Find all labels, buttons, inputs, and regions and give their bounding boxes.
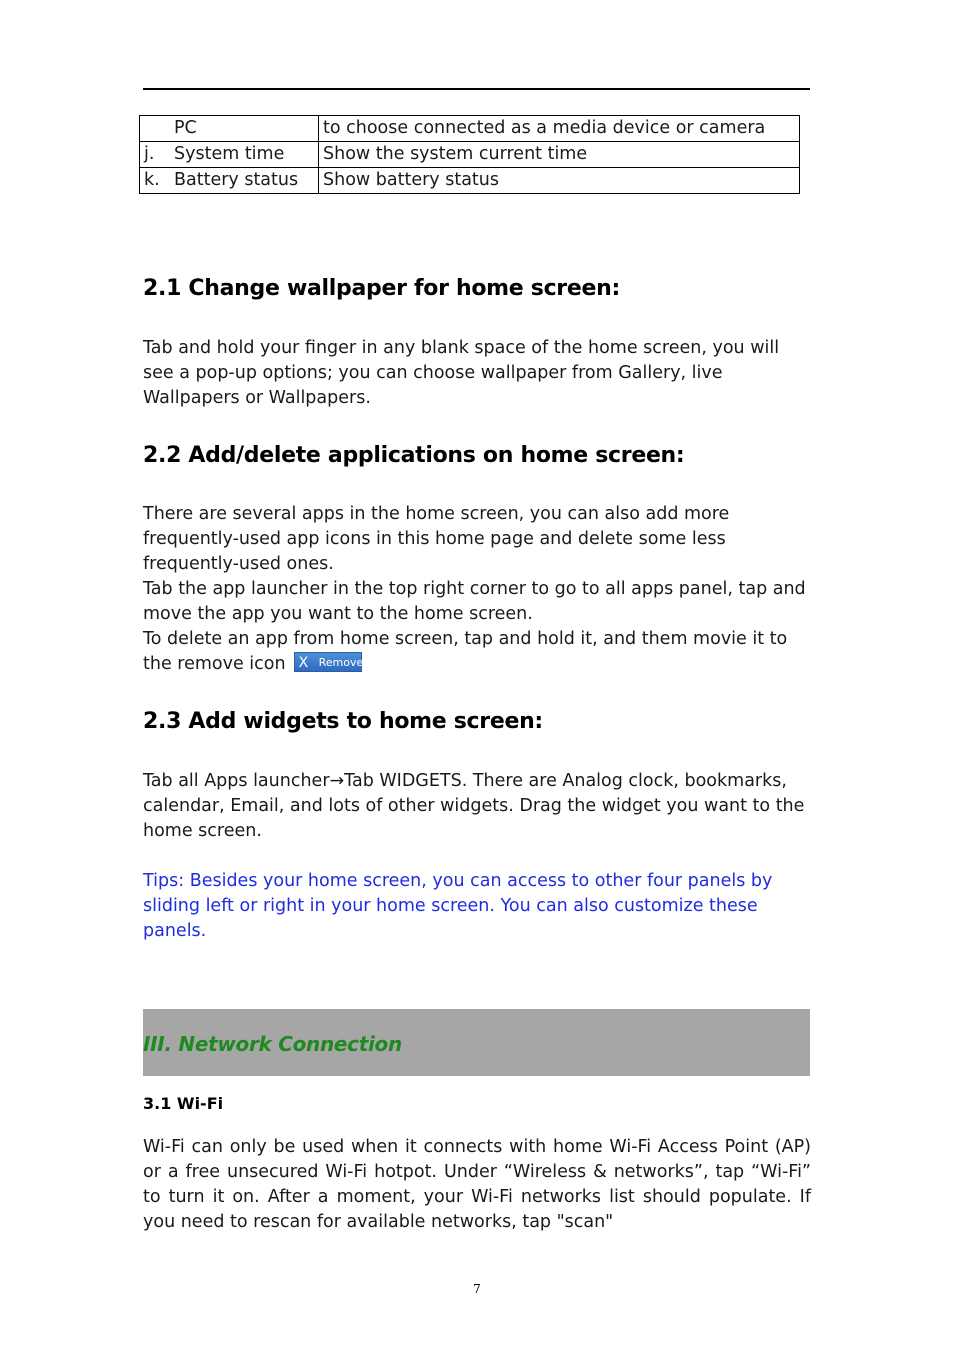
remove-icon: X Remove [294,652,362,672]
section-2-2-para2: Tab the app launcher in the top right corner to go to all apps panel, tap and move the app you want to the home screen. [143,579,806,624]
table-row [140,116,800,142]
section-heading-2-2: 2.2 Add/delete applications on home screen: [143,443,685,468]
table-row [140,168,800,194]
table-row [140,142,800,168]
table-cell-desc: to choose connected as a media device or camera [319,116,800,142]
tips-text: Tips: Besides your home screen, you can access to other four panels by sliding left or right in your home screen. You can also customize these panels. [143,871,773,941]
header-rule [143,88,810,90]
status-bar-table [139,115,800,194]
section-2-1-body: Tab and hold your finger in any blank space of the home screen, you will see a pop-up options; you can choose wallpaper from Gallery, live Wallpapers or Wallpapers. [143,338,780,408]
wifi-body: Wi-Fi can only be used when it connects with home Wi-Fi Access Point (AP) or a free unsecured Wi-Fi hotpot. Under “Wireless & networks”, tap “Wi-Fi” to turn it on. After a moment, your Wi-Fi networks list should populate. If you need to rescan for available networks, tap "scan" [143,1137,811,1232]
table-cell-desc: Show battery status [319,168,800,194]
chapter-title: III. Network Connection [143,1032,402,1056]
table-cell-item: PC [140,116,319,142]
table-cell-item: j. System time [140,142,319,168]
subsection-heading-3-1: 3.1 Wi-Fi [143,1094,224,1113]
section-2-3-body: Tab all Apps launcher→Tab WIDGETS. There are Analog clock, bookmarks, calendar, Email, and lots of other widgets. Drag the widget you want to the home screen. [143,771,805,841]
table-cell-desc: Show the system current time [319,142,800,168]
page-number: 7 [473,1282,481,1296]
section-heading-2-1: 2.1 Change wallpaper for home screen: [143,276,620,301]
section-2-2-para1: There are several apps in the home screen, you can also add more frequently-used app icons in this home page and delete some less frequently-used ones. [143,504,730,574]
section-2-2-para3: To delete an app from home screen, tap and hold it, and them movie it to the remove icon X Remove [143,629,788,674]
section-heading-2-3: 2.3 Add widgets to home screen: [143,709,543,734]
table-cell-item: k. Battery status [140,168,319,194]
